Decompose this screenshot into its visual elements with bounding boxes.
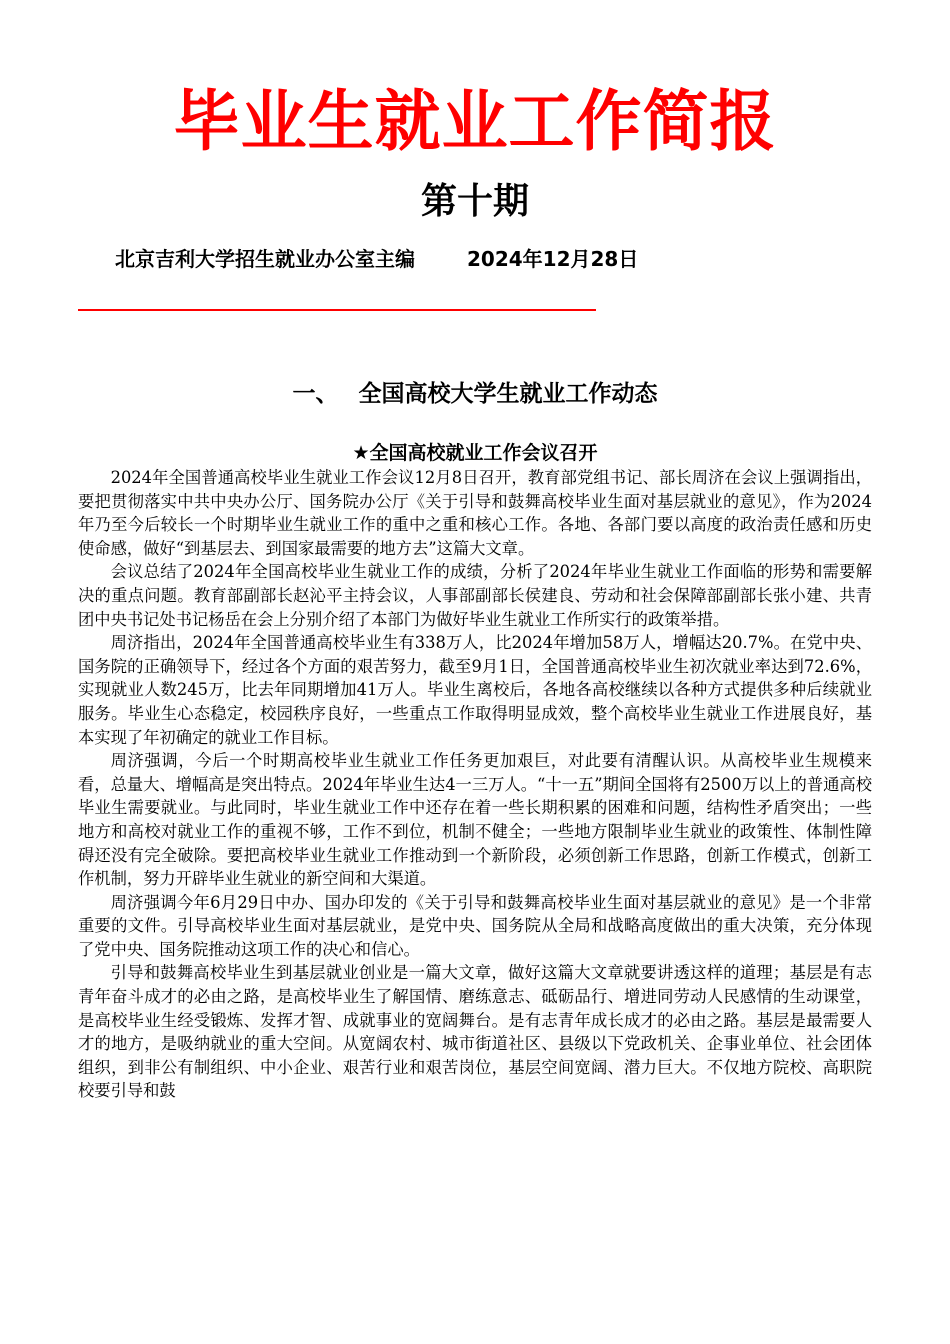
section-title: 全国高校大学生就业工作动态 [358, 381, 658, 407]
paragraph: 会议总结了2024年全国高校毕业生就业工作的成绩，分析了2024年毕业生就业工作面临的形势和需要解决的重点问题。教育部副部长赵沁平主持会议，人事部副部长侯建良、劳动和社会保障部副部长张小建、共青团中央书记处书记杨岳在会上分别介绍了本部门为做好毕业生就业工作所实行的政策举措。 [78, 562, 872, 629]
publish-date: 2024年12月28日 [467, 247, 639, 271]
paragraph: 周济指出，2024年全国普通高校毕业生有338万人，比2024年增加58万人，增幅达20.7%。在党中央、国务院的正确领导下，经过各个方面的艰苦努力，截至9月1日，全国普通高校毕业生初次就业率达到72.6%，实现就业人数245万，比去年同期增加41万人。毕业生离校后，各地各高校继续以各种方式提供多种后续就业服务。毕业生心态稳定，校园秩序良好，一些重点工作取得明显成效，整个高校毕业生就业工作进展良好，基本实现了年初确定的就业工作目标。 [78, 633, 872, 747]
paragraph: 周济强调，今后一个时期高校毕业生就业工作任务更加艰巨，对此要有清醒认识。从高校毕业生规模来看，总量大、增幅高是突出特点。2024年毕业生达4一三万人。“十一五”期间全国将有2500万以上的普通高校毕业生需要就业。与此同时，毕业生就业工作中还存在着一些长期积累的困难和问题，结构性矛盾突出；一些地方和高校对就业工作的重视不够，工作不到位，机制不健全；一些地方限制毕业生就业的政策性、体制性障碍还没有完全破除。要把高校毕业生就业工作推动到一个新阶段，必须创新工作思路，创新工作模式，创新工作机制，努力开辟毕业生就业的新空间和大渠道。 [78, 751, 872, 889]
editor-line [115, 245, 638, 273]
article-body [78, 466, 872, 1103]
paragraph: 周济强调今年6月29日中办、国办印发的《关于引导和鼓舞高校毕业生面对基层就业的意见》是一个非常重要的文件。引导高校毕业生面对基层就业，是党中央、国务院从全局和战略高度做出的重大决策，充分体现了党中央、国务院推动这项工作的决心和信心。 [78, 892, 872, 959]
article-title: ★全国高校就业工作会议召开 [352, 442, 598, 464]
bulletin-title: 毕业生就业工作简报 [173, 83, 777, 160]
paragraph: 引导和鼓舞高校毕业生到基层就业创业是一篇大文章，做好这篇大文章就要讲透这样的道理；基层是有志青年奋斗成才的必由之路，是高校毕业生了解国情、磨练意志、砥砺品行、增进同劳动人民感情的生动课堂，是高校毕业生经受锻炼、发挥才智、成就事业的宽阔舞台。是有志青年成长成才的必由之路。基层是最需要人才的地方，是吸纳就业的重大空间。从宽阔农村、城市街道社区、县级以下党政机关、企事业单位、社会团体组织，到非公有制组织、中小企业、艰苦行业和艰苦岗位，基层空间宽阔、潜力巨大。不仅地方院校、高职院校要引导和鼓 [78, 963, 872, 1101]
editor-name: 北京吉利大学招生就业办公室主编 [115, 247, 415, 271]
section-number: 一、 [292, 381, 339, 407]
paragraph: 2024年全国普通高校毕业生就业工作会议12月8日召开，教育部党组书记、部长周济在会议上强调指出，要把贯彻落实中共中央办公厅、国务院办公厅《关于引导和鼓舞高校毕业生面对基层就业的意见》，作为2024年乃至今后较长一个时期毕业生就业工作的重中之重和核心工作。各地、各部门要以高度的政治责任感和历史使命感，做好“到基层去、到国家最需要的地方去”这篇大文章。 [78, 468, 872, 558]
section-heading [0, 378, 950, 410]
issue-number: 第十期 [420, 181, 529, 222]
red-divider [78, 309, 596, 311]
